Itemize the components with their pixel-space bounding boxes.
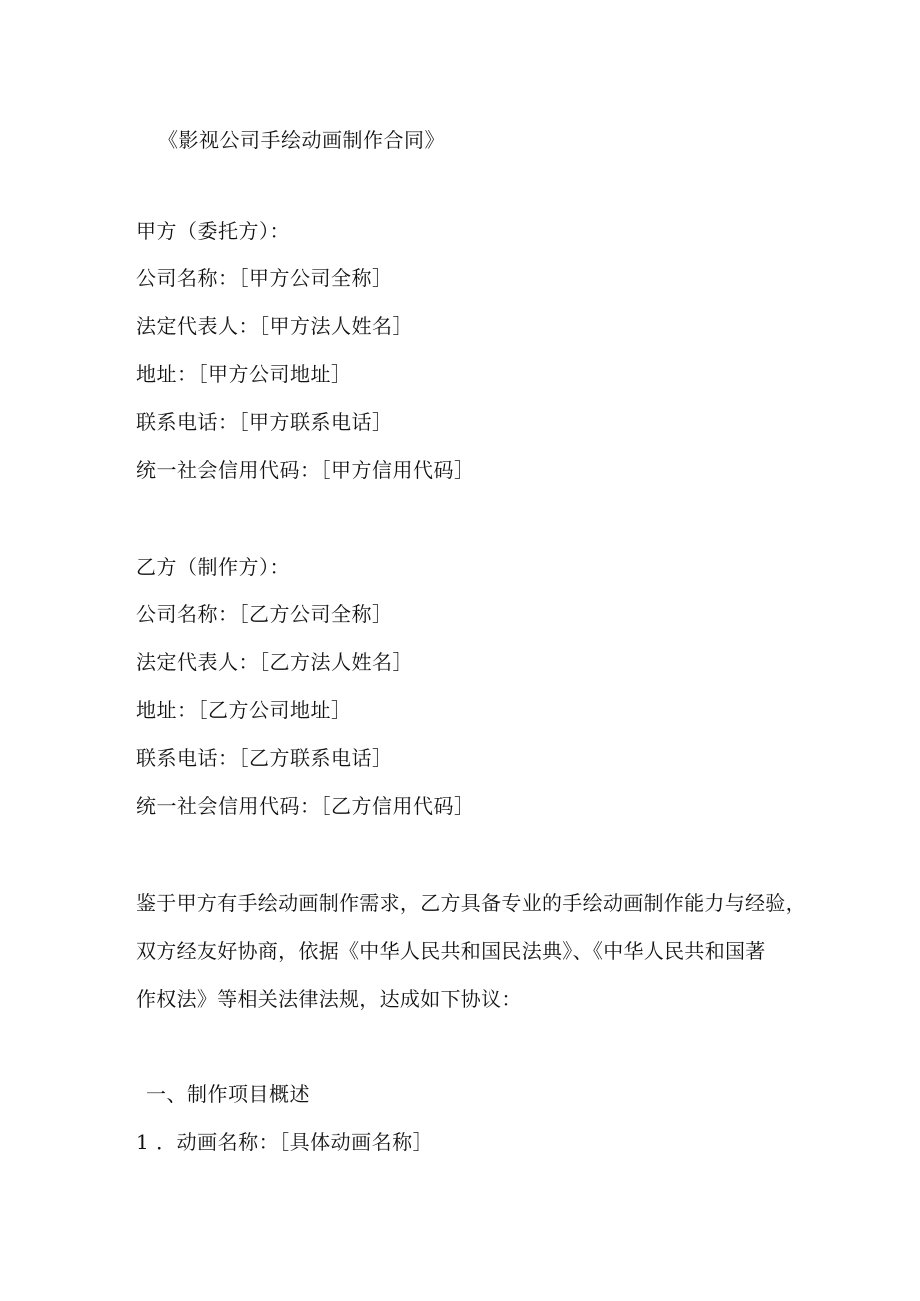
party-b-heading: 乙方（制作方）： [136,555,290,579]
party-b-credit-code: 统一社会信用代码：［乙方信用代码］ [136,794,475,818]
party-a-company: 公司名称：［甲方公司全称］ [136,266,393,290]
party-b-address: 地址：［乙方公司地址］ [136,698,352,722]
document-title: 《影视公司手绘动画制作合同》 [158,128,445,152]
party-a-address: 地址：［甲方公司地址］ [136,362,352,386]
party-b-phone: 联系电话：［乙方联系电话］ [136,746,393,770]
preamble-line-2: 双方经友好协商，依据《中华人民共和国民法典》、《中华人民共和国著 [136,939,766,963]
party-a-credit-code: 统一社会信用代码：［甲方信用代码］ [136,458,475,482]
section-heading: 一、制作项目概述 [146,1082,310,1106]
preamble-line-3: 作权法》等相关法律法规，达成如下协议： [136,987,522,1011]
party-b-representative: 法定代表人：［乙方法人姓名］ [136,650,413,674]
party-a-representative: 法定代表人：［甲方法人姓名］ [136,314,413,338]
party-a-phone: 联系电话：［甲方联系电话］ [136,410,393,434]
party-b-company: 公司名称：［乙方公司全称］ [136,602,393,626]
preamble-line-1: 鉴于甲方有手绘动画制作需求，乙方具备专业的手绘动画制作能力与经验， [136,891,806,915]
section-item-1: 1 ．动画名称：［具体动画名称］ [136,1130,434,1154]
party-a-heading: 甲方（委托方）： [136,219,290,243]
